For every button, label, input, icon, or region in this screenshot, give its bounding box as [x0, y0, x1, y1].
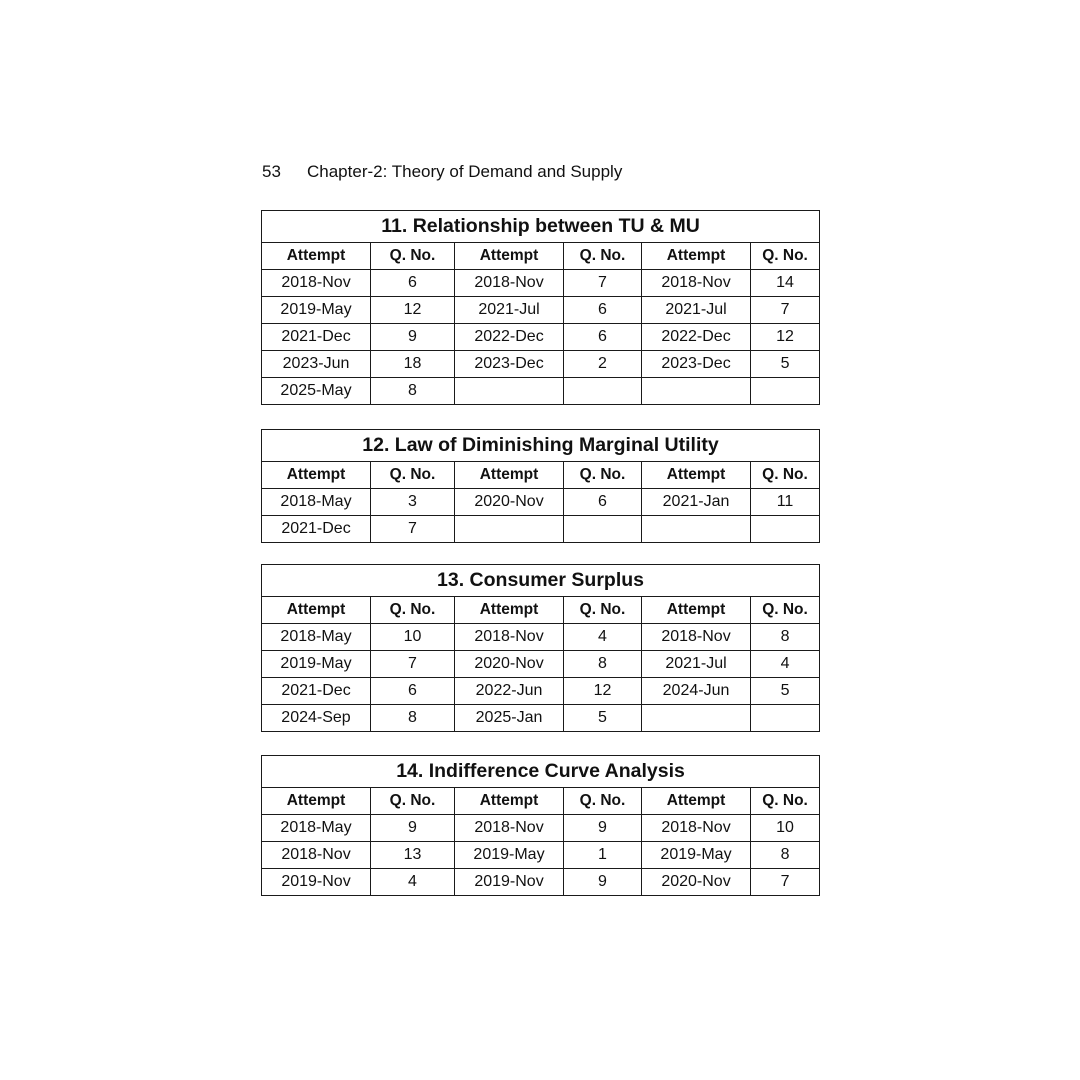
section-title: 13. Consumer Surplus: [262, 565, 820, 597]
table-row: [262, 869, 820, 896]
column-header: Attempt: [262, 788, 371, 815]
attempt-cell: 2018-Nov: [455, 815, 564, 842]
question-number-cell: 8: [751, 624, 820, 651]
column-header: Attempt: [262, 243, 371, 270]
question-number-cell: 4: [751, 651, 820, 678]
attempt-cell: [455, 378, 564, 405]
column-header: Attempt: [642, 243, 751, 270]
attempt-cell: 2018-Nov: [455, 624, 564, 651]
question-number-cell: 7: [371, 651, 455, 678]
question-number-cell: 9: [371, 324, 455, 351]
attempt-cell: 2018-May: [262, 815, 371, 842]
question-number-cell: 6: [564, 489, 642, 516]
column-header: Q. No.: [751, 243, 820, 270]
question-number-cell: 18: [371, 351, 455, 378]
section-title: 14. Indifference Curve Analysis: [262, 756, 820, 788]
table-row: [262, 705, 820, 732]
column-header: Attempt: [642, 597, 751, 624]
question-number-cell: 12: [751, 324, 820, 351]
attempt-cell: 2019-May: [455, 842, 564, 869]
page-number: 53: [262, 162, 281, 181]
table-header-row: [262, 462, 820, 489]
question-number-cell: 14: [751, 270, 820, 297]
question-number-cell: 12: [564, 678, 642, 705]
column-header: Q. No.: [751, 788, 820, 815]
table-row: [262, 297, 820, 324]
question-number-cell: 6: [564, 297, 642, 324]
question-number-cell: 7: [751, 297, 820, 324]
column-header: Q. No.: [751, 597, 820, 624]
section-table-diminishing-marginal-utility: [261, 429, 820, 543]
column-header: Attempt: [455, 597, 564, 624]
question-number-cell: 9: [371, 815, 455, 842]
attempt-cell: 2021-Jul: [455, 297, 564, 324]
question-number-cell: 6: [371, 678, 455, 705]
question-number-cell: 8: [371, 705, 455, 732]
question-number-cell: [564, 378, 642, 405]
attempt-cell: 2018-Nov: [642, 270, 751, 297]
question-number-cell: 3: [371, 489, 455, 516]
table-title-row: [262, 756, 820, 788]
question-number-cell: 8: [564, 651, 642, 678]
attempt-cell: 2021-Dec: [262, 516, 371, 543]
attempt-cell: 2021-Jul: [642, 651, 751, 678]
attempt-cell: 2023-Jun: [262, 351, 371, 378]
question-number-cell: 8: [371, 378, 455, 405]
table-row: [262, 270, 820, 297]
table-title-row: [262, 211, 820, 243]
attempt-cell: 2018-Nov: [262, 270, 371, 297]
column-header: Q. No.: [564, 597, 642, 624]
column-header: Q. No.: [371, 462, 455, 489]
table-row: [262, 651, 820, 678]
table-row: [262, 678, 820, 705]
attempt-cell: 2022-Dec: [455, 324, 564, 351]
table-row: [262, 624, 820, 651]
question-number-cell: [751, 378, 820, 405]
table-title-row: [262, 565, 820, 597]
table-header-row: [262, 243, 820, 270]
page-header: [262, 160, 622, 184]
question-number-cell: 2: [564, 351, 642, 378]
question-number-cell: 4: [371, 869, 455, 896]
question-number-cell: 11: [751, 489, 820, 516]
attempt-cell: 2021-Jan: [642, 489, 751, 516]
question-number-cell: 6: [564, 324, 642, 351]
section-title: 11. Relationship between TU & MU: [262, 211, 820, 243]
attempt-cell: 2018-May: [262, 624, 371, 651]
table-row: [262, 842, 820, 869]
question-number-cell: 9: [564, 815, 642, 842]
question-number-cell: 7: [564, 270, 642, 297]
attempt-cell: 2019-Nov: [455, 869, 564, 896]
attempt-cell: 2021-Dec: [262, 678, 371, 705]
question-number-cell: 4: [564, 624, 642, 651]
question-number-cell: 9: [564, 869, 642, 896]
question-number-cell: 6: [371, 270, 455, 297]
column-header: Attempt: [262, 597, 371, 624]
chapter-title: Chapter-2: Theory of Demand and Supply: [307, 162, 623, 181]
attempt-cell: 2019-May: [262, 651, 371, 678]
question-number-cell: 7: [371, 516, 455, 543]
attempt-cell: 2018-Nov: [642, 624, 751, 651]
question-number-cell: [751, 705, 820, 732]
attempt-cell: 2019-May: [262, 297, 371, 324]
attempt-cell: 2018-May: [262, 489, 371, 516]
attempt-cell: 2020-Nov: [642, 869, 751, 896]
attempt-cell: 2023-Dec: [642, 351, 751, 378]
attempt-cell: 2021-Jul: [642, 297, 751, 324]
attempt-cell: 2022-Dec: [642, 324, 751, 351]
attempt-cell: 2021-Dec: [262, 324, 371, 351]
column-header: Q. No.: [751, 462, 820, 489]
attempt-cell: 2023-Dec: [455, 351, 564, 378]
attempt-cell: 2025-May: [262, 378, 371, 405]
attempt-cell: 2024-Sep: [262, 705, 371, 732]
section-table-consumer-surplus: [261, 564, 820, 732]
column-header: Attempt: [455, 243, 564, 270]
attempt-cell: 2020-Nov: [455, 489, 564, 516]
column-header: Q. No.: [371, 788, 455, 815]
column-header: Q. No.: [371, 243, 455, 270]
attempt-cell: [455, 516, 564, 543]
table-row: [262, 351, 820, 378]
section-table-tu-mu: [261, 210, 820, 405]
table-row: [262, 815, 820, 842]
attempt-cell: 2018-Nov: [455, 270, 564, 297]
table-title-row: [262, 430, 820, 462]
attempt-cell: 2019-Nov: [262, 869, 371, 896]
question-number-cell: 1: [564, 842, 642, 869]
question-number-cell: [564, 516, 642, 543]
attempt-cell: 2025-Jan: [455, 705, 564, 732]
table-header-row: [262, 788, 820, 815]
column-header: Attempt: [642, 462, 751, 489]
question-number-cell: 10: [371, 624, 455, 651]
attempt-cell: 2018-Nov: [262, 842, 371, 869]
column-header: Attempt: [262, 462, 371, 489]
attempt-cell: 2020-Nov: [455, 651, 564, 678]
table-header-row: [262, 597, 820, 624]
column-header: Attempt: [455, 462, 564, 489]
table-row: [262, 324, 820, 351]
question-number-cell: [751, 516, 820, 543]
table-row: [262, 378, 820, 405]
column-header: Q. No.: [564, 788, 642, 815]
attempt-cell: [642, 516, 751, 543]
question-number-cell: 13: [371, 842, 455, 869]
question-number-cell: 5: [751, 351, 820, 378]
column-header: Attempt: [455, 788, 564, 815]
attempt-cell: 2024-Jun: [642, 678, 751, 705]
table-row: [262, 516, 820, 543]
column-header: Q. No.: [371, 597, 455, 624]
question-number-cell: 10: [751, 815, 820, 842]
section-title: 12. Law of Diminishing Marginal Utility: [262, 430, 820, 462]
column-header: Q. No.: [564, 243, 642, 270]
question-number-cell: 5: [564, 705, 642, 732]
question-number-cell: 12: [371, 297, 455, 324]
column-header: Q. No.: [564, 462, 642, 489]
question-number-cell: 7: [751, 869, 820, 896]
question-number-cell: 5: [751, 678, 820, 705]
attempt-cell: [642, 705, 751, 732]
section-table-indifference-curve: [261, 755, 820, 896]
attempt-cell: 2022-Jun: [455, 678, 564, 705]
table-row: [262, 489, 820, 516]
question-number-cell: 8: [751, 842, 820, 869]
attempt-cell: [642, 378, 751, 405]
attempt-cell: 2019-May: [642, 842, 751, 869]
attempt-cell: 2018-Nov: [642, 815, 751, 842]
column-header: Attempt: [642, 788, 751, 815]
